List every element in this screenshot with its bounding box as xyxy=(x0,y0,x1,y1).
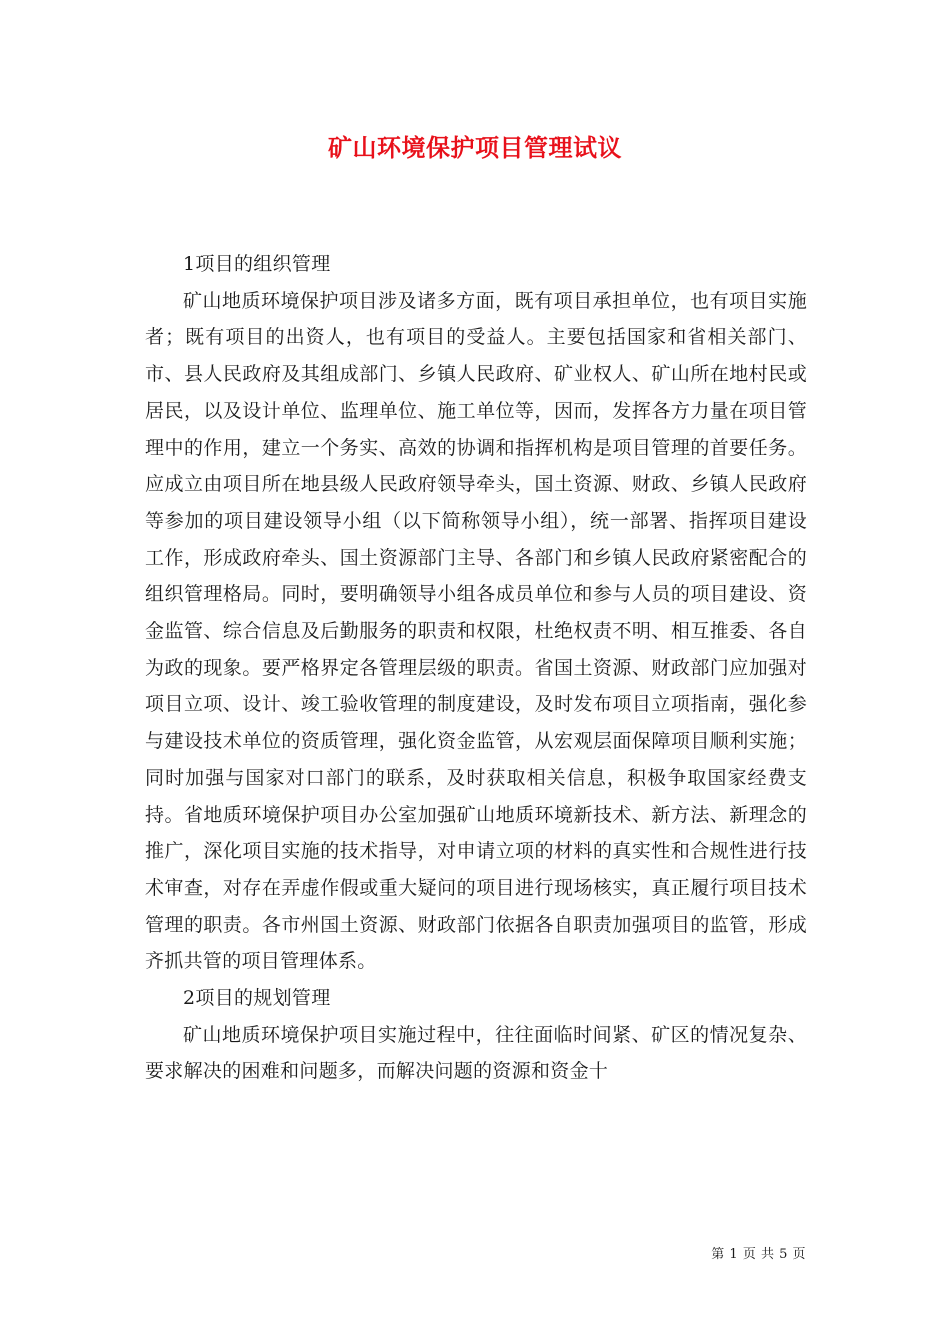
document-body xyxy=(145,246,807,1090)
page-footer: 第 1 页 共 5 页 xyxy=(711,1247,806,1262)
section-heading-1: 1项目的组织管理 xyxy=(183,253,331,275)
section-paragraph-2: 矿山地质环境保护项目实施过程中，往往面临时间紧、矿区的情况复杂、要求解决的困难和问题多，而解决问题的资源和资金十 xyxy=(145,1023,807,1083)
section-heading-2: 2项目的规划管理 xyxy=(183,987,331,1010)
section-paragraph-1: 矿山地质环境保护项目涉及诸多方面，既有项目承担单位，也有项目实施者；既有项目的出资人，也有项目的受益人。主要包括国家和省相关部门、市、县人民政府及其组成部门、乡镇人民政府、矿业权人、矿山所在地村民或居民，以及设计单位、监理单位、施工单位等，因而，发挥各方力量在项目管理中的作用，建立一个务实、高效的协调和指挥机构是项目管理的首要任务。应成立由项目所在地县级人民政府领导牵头，国土资源、财政、乡镇人民政府等参加的项目建设领导小组（以下简称领导小组），统一部署、指挥项目建设工作，形成政府牵头、国土资源部门主导、各部门和乡镇人民政府紧密配合的组织管理格局。同时，要明确领导小组各成员单位和参与人员的项目建设、资金监管、综合信息及后勤服务的职责和权限，杜绝权责不明、相互推委、各自为政的现象。要严格界定各管理层级的职责。省国土资源、财政部门应加强对项目立项、设计、竣工验收管理的制度建设，及时发布项目立项指南，强化参与建设技术单位的资质管理，强化资金监管，从宏观层面保障项目顺利实施；同时加强与国家对口部门的联系，及时获取相关信息，积极争取国家经费支持。省地质环境保护项目办公室加强矿山地质环境新技术、新方法、新理念的推广，深化项目实施的技术指导，对申请立项的材料的真实性和合规性进行技术审查，对存在弄虚作假或重大疑问的项目进行现场核实，真正履行项目技术管理的职责。各市州国土资源、财政部门依据各自职责加强项目的监管，形成齐抓共管的项目管理体系。 xyxy=(145,289,807,973)
document-title: 矿山环境保护项目管理试议 xyxy=(328,133,622,162)
